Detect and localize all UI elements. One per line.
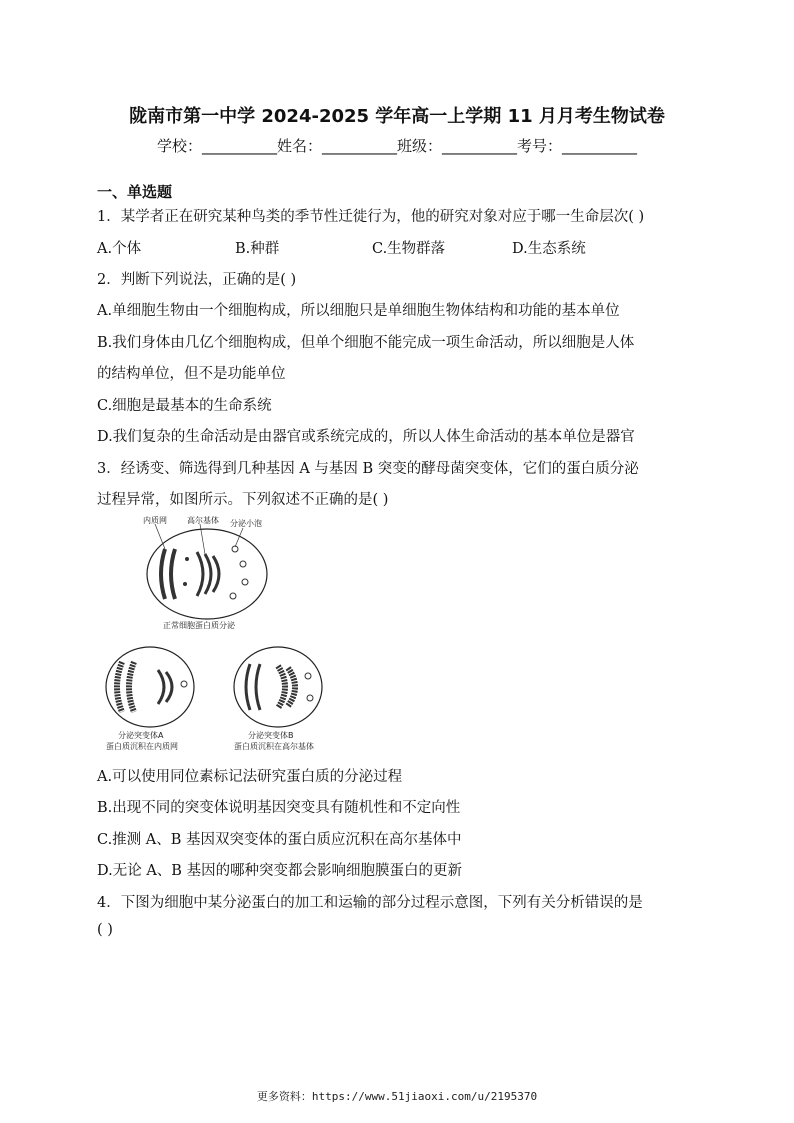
caption-normal: 正常细胞蛋白质分泌 — [163, 621, 235, 630]
caption-mutant-b-2: 蛋白质沉积在高尔基体 — [234, 742, 314, 751]
q3-option-a: A.可以使用同位素标记法研究蛋白质的分泌过程 — [97, 769, 403, 785]
q3-stem-line2: 过程异常，如图所示。下列叙述不正确的是( ) — [97, 492, 389, 508]
q4-stem-line1: 4．下图为细胞中某分泌蛋白的加工和运输的部分过程示意图，下列有关分析错误的是 — [97, 895, 643, 911]
q1-option-c: C.生物群落 — [372, 241, 446, 257]
q2-option-b-line2: 的结构单位，但不是功能单位 — [97, 366, 286, 382]
q3-option-c: C.推测 A、B 基因双突变体的蛋白质应沉积在高尔基体中 — [97, 832, 462, 848]
q1-option-b: B.种群 — [235, 241, 280, 257]
label-golgi: 高尔基体 — [187, 516, 219, 525]
q1-option-d: D.生态系统 — [512, 241, 586, 257]
q2-option-c: C.细胞是最基本的生命系统 — [97, 398, 272, 414]
page-title: 陇南市第一中学 2024-2025 学年高一上学期 11 月月考生物试卷 — [129, 106, 665, 127]
caption-mutant-b-1: 分泌突变体B — [248, 731, 294, 740]
q2-option-b-line1: B.我们身体由几亿个细胞构成，但单个细胞不能完成一项生命活动，所以细胞是人体 — [97, 335, 635, 351]
q2-stem: 2．判断下列说法，正确的是( ) — [97, 272, 297, 288]
label-vesicle: 分泌小泡 — [230, 519, 262, 528]
footer-link[interactable]: 更多资料：https://www.51jiaoxi.com/u/2195370 — [256, 1090, 538, 1103]
q1-stem: 1．某学者正在研究某种鸟类的季节性迁徙行为，他的研究对象对应于哪一生命层次( ) — [97, 209, 645, 225]
q2-option-a: A.单细胞生物由一个细胞构成，所以细胞只是单细胞生物体结构和功能的基本单位 — [97, 303, 620, 319]
student-info-line: 学校：__________姓名：__________班级：__________考号：__________ — [156, 137, 637, 155]
normal-cell-figure — [135, 514, 275, 632]
section-heading: 一、单选题 — [97, 183, 173, 201]
q3-option-b: B.出现不同的突变体说明基因突变具有随机性和不定向性 — [97, 800, 461, 816]
label-er: 内质网 — [143, 516, 167, 525]
caption-mutant-a-1: 分泌突变体A — [118, 731, 164, 740]
mutant-a-figure — [100, 642, 200, 754]
q3-option-d: D.无论 A、B 基因的哪种突变都会影响细胞膜蛋白的更新 — [97, 863, 463, 879]
mutant-b-figure — [228, 642, 328, 754]
q3-stem-line1: 3．经诱变、筛选得到几种基因 A 与基因 B 突变的酵母菌突变体，它们的蛋白质分泌 — [97, 461, 639, 477]
q4-stem-line2: ( ) — [97, 922, 113, 938]
q2-option-d: D.我们复杂的生命活动是由器官或系统完成的，所以人体生命活动的基本单位是器官 — [97, 429, 635, 445]
caption-mutant-a-2: 蛋白质沉积在内质网 — [106, 742, 178, 751]
q1-option-a: A.个体 — [97, 241, 142, 257]
